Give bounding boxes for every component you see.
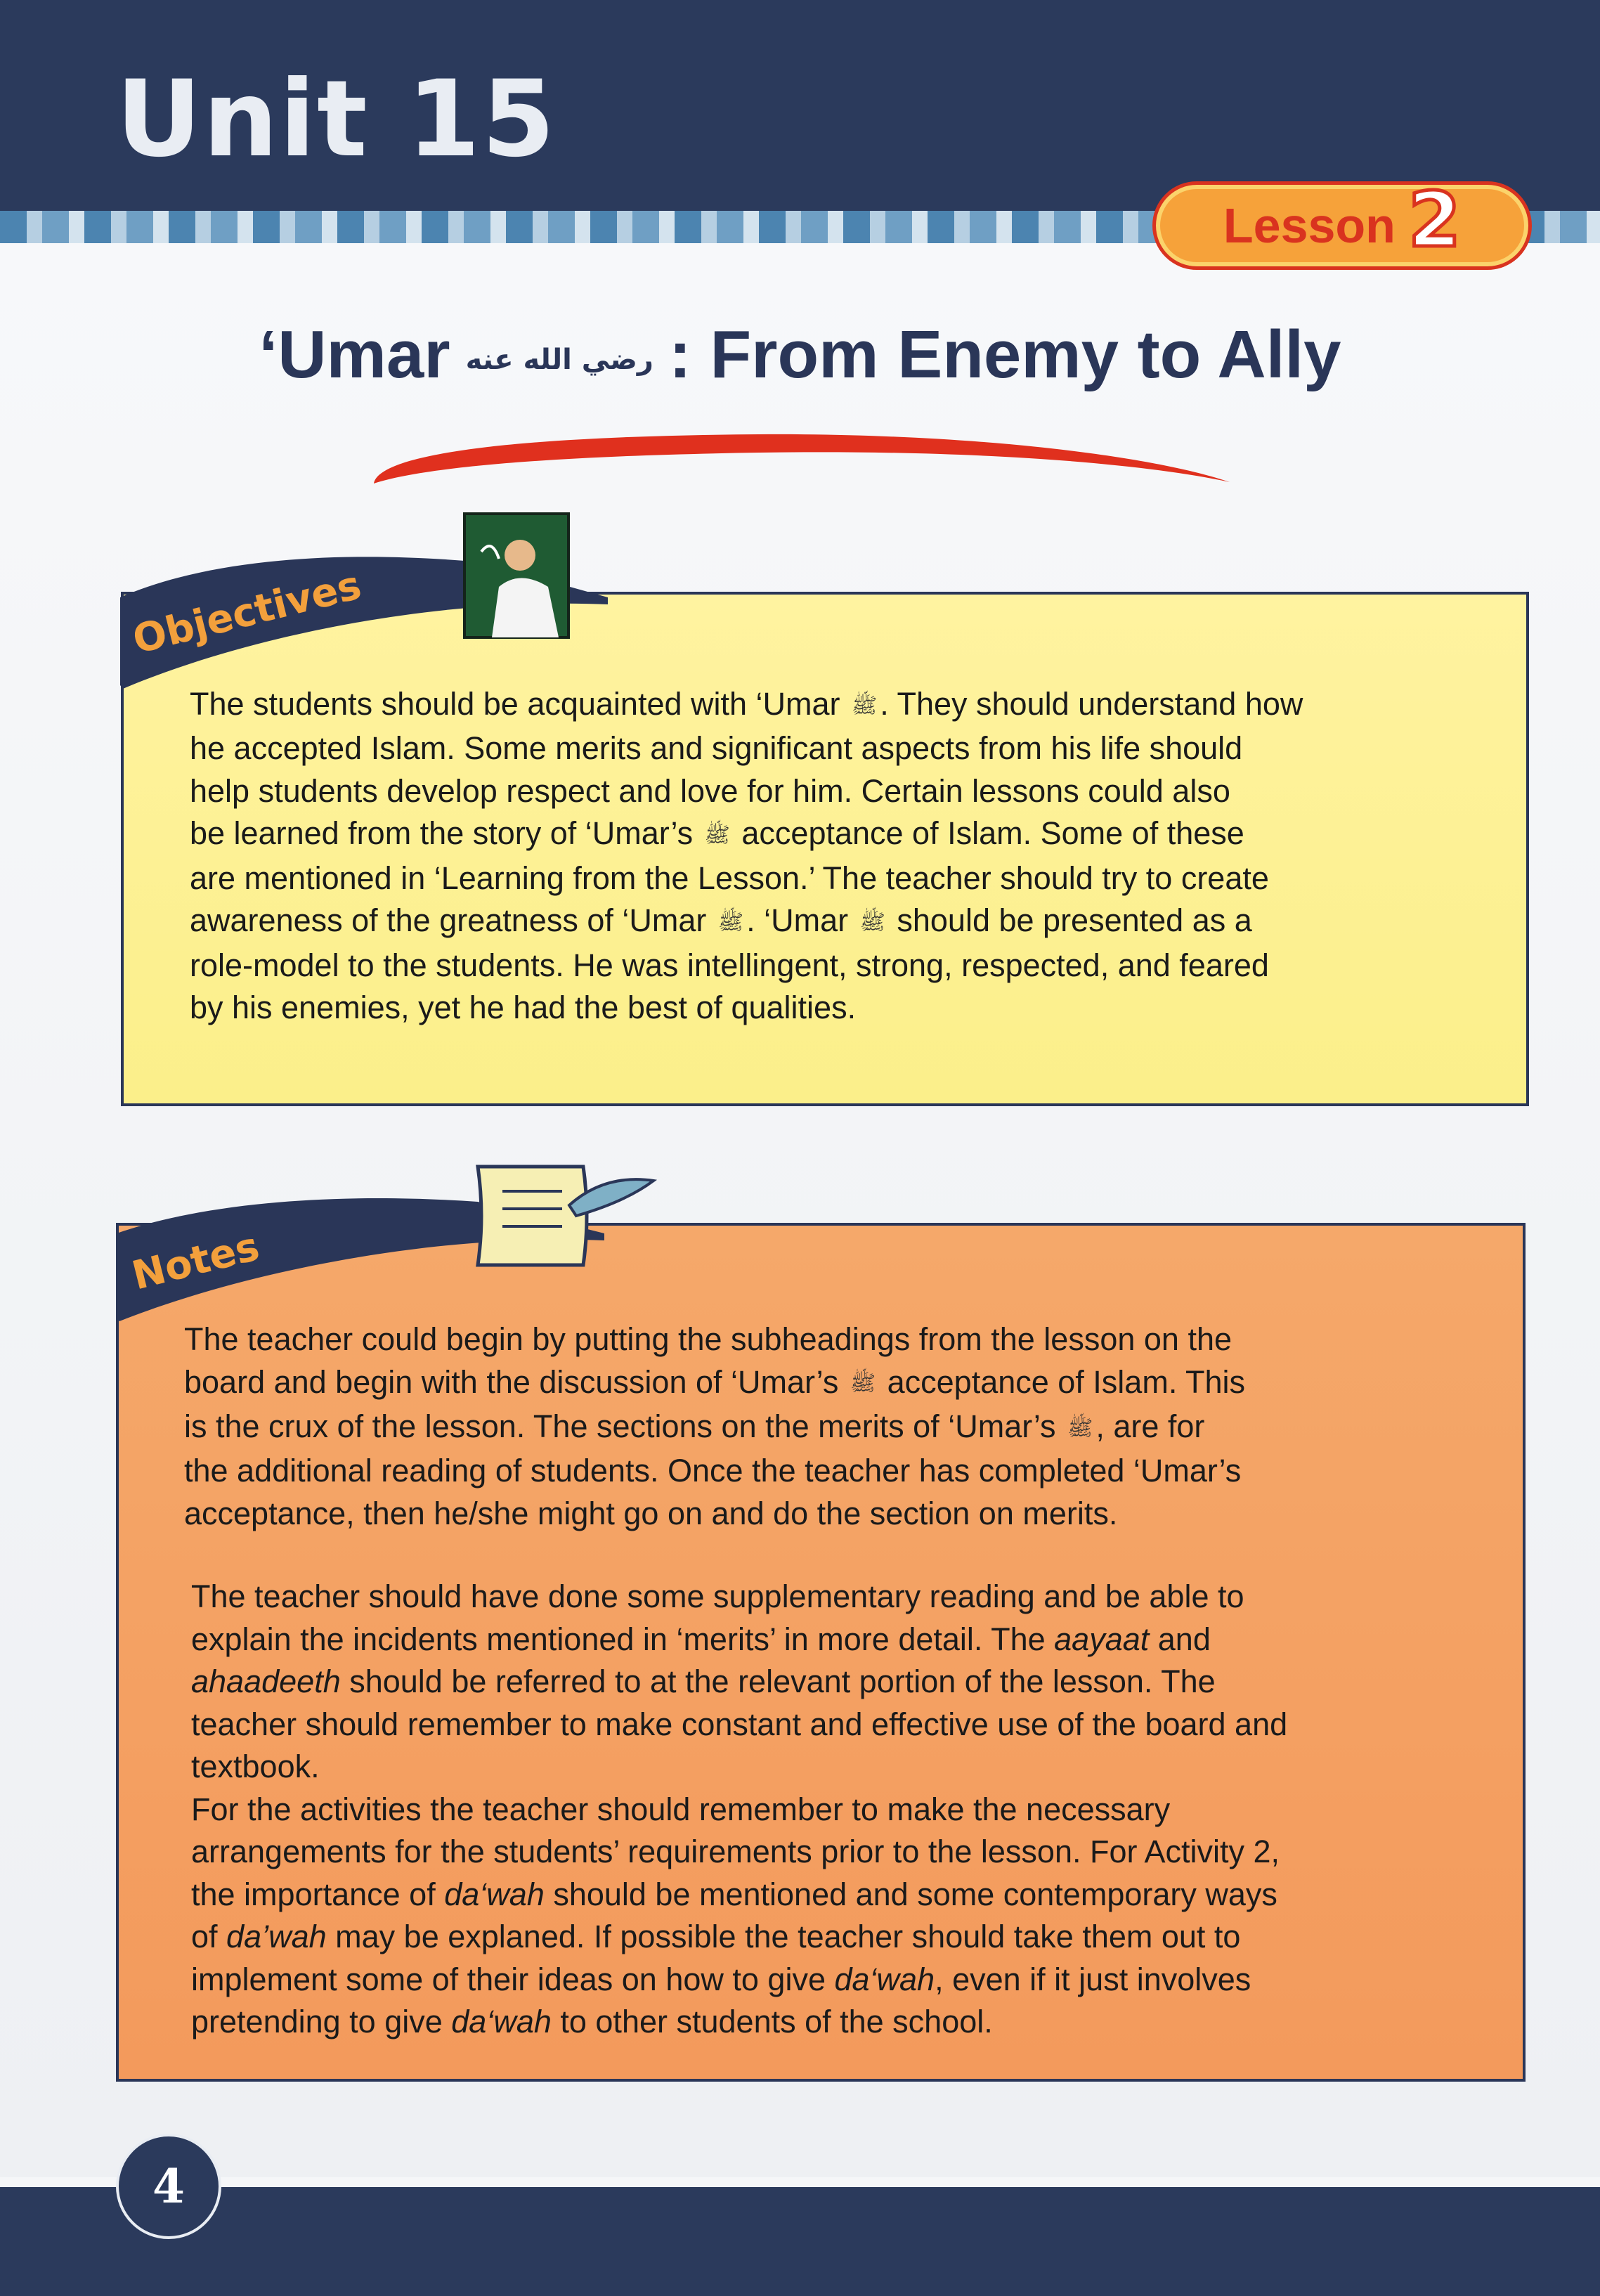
honorific-glyph: ﷺ xyxy=(1067,1416,1093,1440)
scroll-and-quill-icon xyxy=(464,1153,661,1272)
objectives-line: awareness of the greatness of ‘Umar ﷺ. ‘Umar ﷺ should be presented as a xyxy=(190,900,1303,944)
notes-p2-line: The teacher should have done some supplementary reading and be able to xyxy=(191,1578,1244,1614)
objectives-line: role-model to the students. He was intellingent, strong, respected, and feared xyxy=(190,947,1269,983)
italic-term: ahaadeeth xyxy=(191,1663,341,1699)
lesson-label: Lesson xyxy=(1223,198,1396,253)
notes-paragraph-1 xyxy=(184,1318,1245,1535)
italic-term: da‘wah xyxy=(834,1961,935,1997)
footer-band xyxy=(0,2187,1600,2296)
notes-p2-line: implement some of their ideas on how to give da‘wah, even if it just involves xyxy=(191,1961,1251,1997)
notes-p2-line: the importance of da‘wah should be mentioned and some contemporary ways xyxy=(191,1876,1277,1912)
notes-p1-line: board and begin with the discussion of ‘Umar’s ﷺ acceptance of Islam. This xyxy=(184,1361,1245,1406)
lesson-title xyxy=(259,316,1341,394)
notes-p2-line: For the activities the teacher should remember to make the necessary xyxy=(191,1791,1171,1827)
italic-term: aayaat xyxy=(1054,1621,1150,1657)
title-subtitle: : From Enemy to Ally xyxy=(668,317,1341,392)
red-swoosh-decoration xyxy=(365,422,1237,492)
unit-title: Unit 15 xyxy=(116,58,557,181)
objectives-line: by his enemies, yet he had the best of qualities. xyxy=(190,990,857,1026)
honorific-glyph: ﷺ xyxy=(717,911,744,935)
notes-p2-line: explain the incidents mentioned in ‘merits’ in more detail. The aayaat and xyxy=(191,1621,1211,1657)
honorific-glyph: ﷺ xyxy=(859,911,885,935)
objectives-line: are mentioned in ‘Learning from the Lesson.’ The teacher should try to create xyxy=(190,860,1269,896)
title-name: ‘Umar xyxy=(259,317,450,392)
page-number: 4 xyxy=(152,2159,185,2214)
notes-p1-line: acceptance, then he/she might go on and do the section on merits. xyxy=(184,1495,1118,1531)
notes-p2-line: teacher should remember to make constant and effective use of the board and xyxy=(191,1706,1288,1742)
notes-p2-line: pretending to give da‘wah to other students of the school. xyxy=(191,2004,993,2039)
teacher-at-board-icon xyxy=(460,510,573,643)
lesson-badge xyxy=(1152,176,1532,270)
notes-p2-line: arrangements for the students’ requirements prior to the lesson. For Activity 2, xyxy=(191,1834,1280,1869)
notes-label: Notes xyxy=(127,1224,264,1299)
lesson-number: 2 xyxy=(1407,176,1462,264)
notes-p1-line: the additional reading of students. Once the teacher has completed ‘Umar’s xyxy=(184,1453,1242,1489)
honorific-glyph: ﷺ xyxy=(704,824,730,848)
notes-paragraph-2 xyxy=(191,1576,1287,2044)
italic-term: da‘wah xyxy=(444,1876,545,1912)
objectives-label: Objectives xyxy=(128,562,366,663)
italic-term: da‘wah xyxy=(451,2004,552,2039)
italic-term: da’wah xyxy=(226,1919,327,1954)
page-number-badge xyxy=(116,2134,221,2239)
notes-p1-line: The teacher could begin by putting the subheadings from the lesson on the xyxy=(184,1321,1232,1357)
objectives-line: be learned from the story of ‘Umar’s ﷺ acceptance of Islam. Some of these xyxy=(190,812,1303,857)
objectives-text xyxy=(190,683,1303,1030)
lesson-title-wrap xyxy=(0,316,1600,394)
notes-p2-line: of da’wah may be explaned. If possible the teacher should take them out to xyxy=(191,1919,1241,1954)
notes-p2-line: textbook. xyxy=(191,1749,320,1784)
notes-p2-line: ahaadeeth should be referred to at the relevant portion of the lesson. The xyxy=(191,1663,1216,1699)
honorific-calligraphy: رضي الله عنه xyxy=(465,343,653,376)
honorific-glyph: ﷺ xyxy=(850,1372,876,1396)
objectives-line: help students develop respect and love for him. Certain lessons could also xyxy=(190,772,1230,809)
objectives-line: he accepted Islam. Some merits and significant aspects from his life should xyxy=(190,730,1243,767)
honorific-glyph: ﷺ xyxy=(852,694,878,718)
notes-p1-line: is the crux of the lesson. The sections on the merits of ‘Umar’s ﷺ, are for xyxy=(184,1406,1245,1450)
objectives-line: The students should be acquainted with ‘Umar ﷺ. They should understand how xyxy=(190,683,1303,727)
